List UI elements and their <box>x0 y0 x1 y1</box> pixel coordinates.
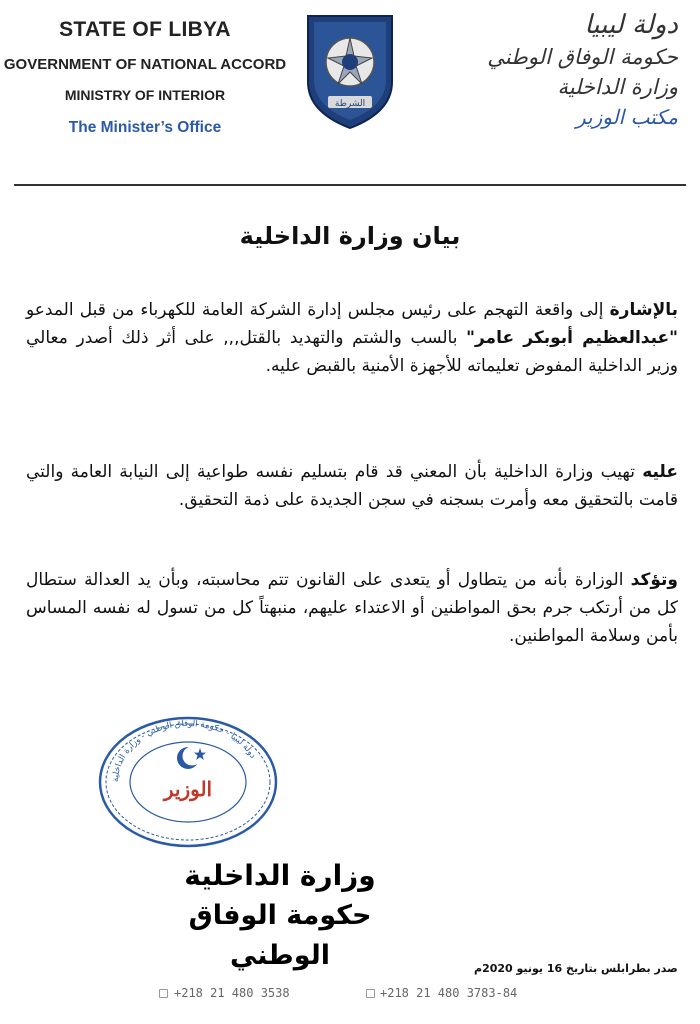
header-ar-government: حكومة الوفاق الوطني <box>487 45 678 69</box>
paragraph-3-lead: وتؤكد <box>630 570 678 590</box>
footer-phone-1: +218 21 480 3538 <box>174 986 290 1000</box>
header-ar-ministry: وزارة الداخلية <box>557 75 678 99</box>
paragraph-1-lead: بالإشارة <box>609 300 678 320</box>
police-emblem-icon <box>302 12 398 130</box>
paragraph-1-text-b: بالسب والشتم والتهديد بالقتل,,, على أثر ذلك أصدر معالي وزير الداخلية المفوض تعليماته للأجهزة الأمنية بالقبض عليه. <box>26 328 678 376</box>
paragraph-3-text: الوزارة بأنه من يتطاول أو يتعدى على القانون تتم محاسبته، وبأن يد العدالة ستطال كل من أرتكب جرم بحق المواطنين أو الاعتداء عليهم، منبهتاً كل من تسول له نفسه المساس بأمن وسلامة المواطنين. <box>26 570 678 646</box>
paragraph-1 <box>26 296 678 380</box>
header-english <box>0 10 290 137</box>
signature-block <box>160 856 400 976</box>
footer-phone-2: +218 21 480 3783-84 <box>380 986 518 1000</box>
phone-icon <box>159 989 168 998</box>
header-ar-state: دولة ليبيا <box>584 10 678 40</box>
signature-ministry: وزارة الداخلية <box>184 859 376 892</box>
header-ministry: MINISTRY OF INTERIOR <box>64 87 226 103</box>
paragraph-3 <box>26 566 678 650</box>
official-stamp <box>96 714 280 850</box>
paragraph-1-name: "عبدالعظيم أبوبكر عامر" <box>466 328 678 348</box>
header-office: The Minister’s Office <box>68 119 222 136</box>
paragraph-1-text-a: إلى واقعة التهجم على رئيس مجلس إدارة الشركة العامة للكهرباء من قبل المدعو <box>26 300 610 320</box>
footer <box>0 984 700 1008</box>
issued-date: صدر بطرابلس بتاريخ 16 يونيو 2020م <box>474 962 678 975</box>
stamp-ring-text: دولة ليبيا - حكومة الوفاق الوطني - وزارة الداخلية <box>110 718 258 783</box>
header-ar-office: مكتب الوزير <box>575 105 678 129</box>
stamp-center-text: الوزير <box>163 777 213 801</box>
header-government: GOVERNMENT OF NATIONAL ACCORD <box>3 56 287 73</box>
signature-government: حكومة الوفاق الوطني <box>188 900 372 971</box>
emblem-label: الشرطة <box>334 99 366 109</box>
fax-icon <box>366 989 375 998</box>
header-state: STATE OF LIBYA <box>59 18 231 41</box>
statement-title: بيان وزارة الداخلية <box>239 222 461 250</box>
header-divider <box>14 184 686 186</box>
header-arabic <box>458 8 678 132</box>
paragraph-2-lead: عليه <box>642 462 678 482</box>
paragraph-2-text: تهيب وزارة الداخلية بأن المعني قد قام بتسليم نفسه طواعية إلى النيابة العامة والتي قامت بالتحقيق معه وأمرت بسجنه في سجن الجديدة على ذمة التحقيق. <box>26 462 678 510</box>
paragraph-2 <box>26 458 678 514</box>
